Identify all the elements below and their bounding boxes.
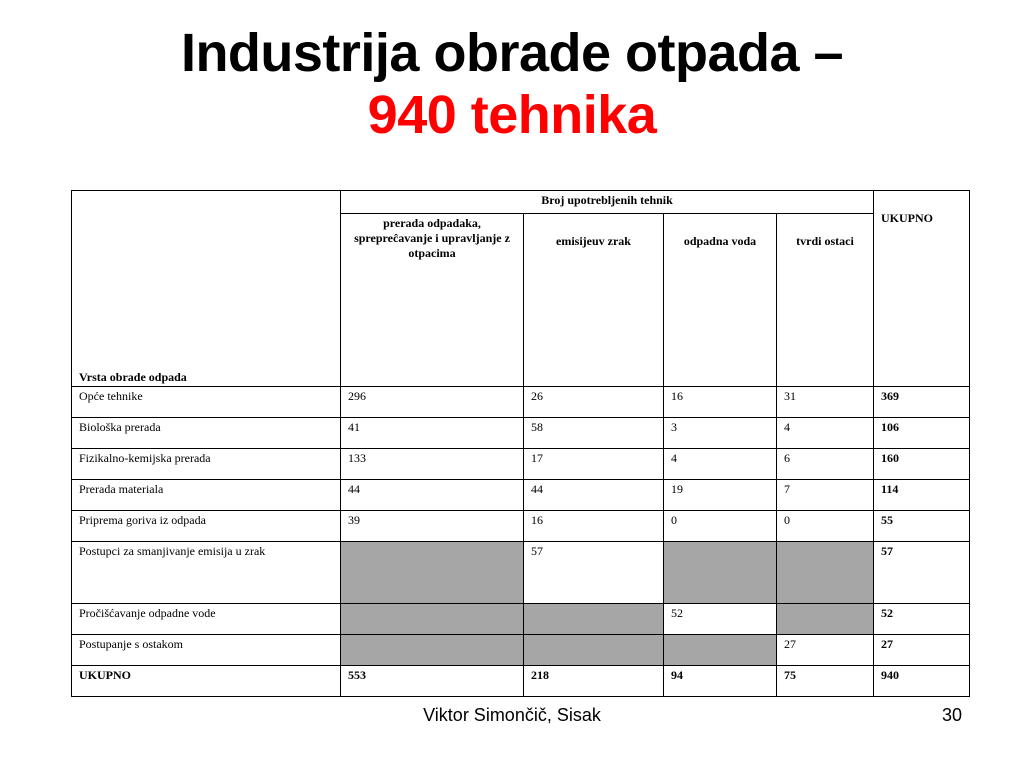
column-total-cell: 553 [341, 666, 524, 697]
table-header-row-1 [72, 191, 970, 214]
techniques-table [71, 190, 970, 697]
value-cell: 4 [777, 418, 874, 449]
row-total-cell: 27 [874, 635, 970, 666]
column-total-cell: 94 [664, 666, 777, 697]
value-cell: 3 [664, 418, 777, 449]
total-row [72, 666, 970, 697]
corner-header: Vrsta obrade odpada [72, 191, 341, 387]
value-cell: 57 [524, 542, 664, 604]
row-label: Pročišćavanje odpadne vode [72, 604, 341, 635]
value-cell: 0 [664, 511, 777, 542]
value-cell: 133 [341, 449, 524, 480]
value-cell: 17 [524, 449, 664, 480]
page-number: 30 [941, 705, 962, 725]
table-row [72, 511, 970, 542]
table-row [72, 635, 970, 666]
empty-cell [524, 604, 664, 635]
grand-total-cell: 940 [874, 666, 970, 697]
empty-cell [777, 604, 874, 635]
value-cell: 16 [664, 387, 777, 418]
row-total-cell: 369 [874, 387, 970, 418]
empty-cell [777, 542, 874, 604]
row-total-cell: 52 [874, 604, 970, 635]
column-total-cell: 218 [524, 666, 664, 697]
title-line-2: 940 tehnika [367, 85, 657, 145]
row-label: Postupanje s ostakom [72, 635, 341, 666]
value-cell: 19 [664, 480, 777, 511]
value-cell: 58 [524, 418, 664, 449]
value-cell: 31 [777, 387, 874, 418]
slide-title [0, 22, 1024, 146]
row-total-cell: 160 [874, 449, 970, 480]
row-total-cell: 114 [874, 480, 970, 511]
total-row-label: UKUPNO [72, 666, 341, 697]
value-cell: 27 [777, 635, 874, 666]
value-cell: 41 [341, 418, 524, 449]
value-cell: 296 [341, 387, 524, 418]
empty-cell [664, 542, 777, 604]
value-cell: 4 [664, 449, 777, 480]
row-label: Fizikalno-kemijska prerada [72, 449, 341, 480]
row-label: Priprema goriva iz odpada [72, 511, 341, 542]
table-body [72, 387, 970, 697]
row-label: Prerada materiala [72, 480, 341, 511]
table-row [72, 604, 970, 635]
value-cell: 0 [777, 511, 874, 542]
group-header: Broj upotrebljenih tehnik [341, 191, 874, 214]
table-row [72, 480, 970, 511]
row-total-cell: 57 [874, 542, 970, 604]
empty-cell [341, 542, 524, 604]
value-cell: 44 [524, 480, 664, 511]
sub-header-waste-processing: prerada odpadaka, sprepreĉavanje i upravljanje z otpacima [341, 214, 524, 387]
empty-cell [341, 635, 524, 666]
table-row [72, 418, 970, 449]
row-total-cell: 55 [874, 511, 970, 542]
row-total-cell: 106 [874, 418, 970, 449]
sub-header-waste-water: odpadna voda [664, 214, 777, 387]
table-row [72, 542, 970, 604]
value-cell: 26 [524, 387, 664, 418]
row-label: Postupci za smanjivanje emisija u zrak [72, 542, 341, 604]
total-header: UKUPNO [874, 191, 970, 387]
footer-author: Viktor Simončič, Sisak [423, 705, 601, 725]
column-total-cell: 75 [777, 666, 874, 697]
value-cell: 7 [777, 480, 874, 511]
value-cell: 52 [664, 604, 777, 635]
row-label: Biološka prerada [72, 418, 341, 449]
value-cell: 39 [341, 511, 524, 542]
empty-cell [524, 635, 664, 666]
row-label: Opće tehnike [72, 387, 341, 418]
value-cell: 16 [524, 511, 664, 542]
sub-header-solid-residues: tvrdi ostaci [777, 214, 874, 387]
title-line-1: Industrija obrade otpada – [180, 23, 844, 83]
table-row [72, 387, 970, 418]
sub-header-air-emissions: emisijeuv zrak [524, 214, 664, 387]
value-cell: 44 [341, 480, 524, 511]
value-cell: 6 [777, 449, 874, 480]
table-row [72, 449, 970, 480]
empty-cell [664, 635, 777, 666]
empty-cell [341, 604, 524, 635]
